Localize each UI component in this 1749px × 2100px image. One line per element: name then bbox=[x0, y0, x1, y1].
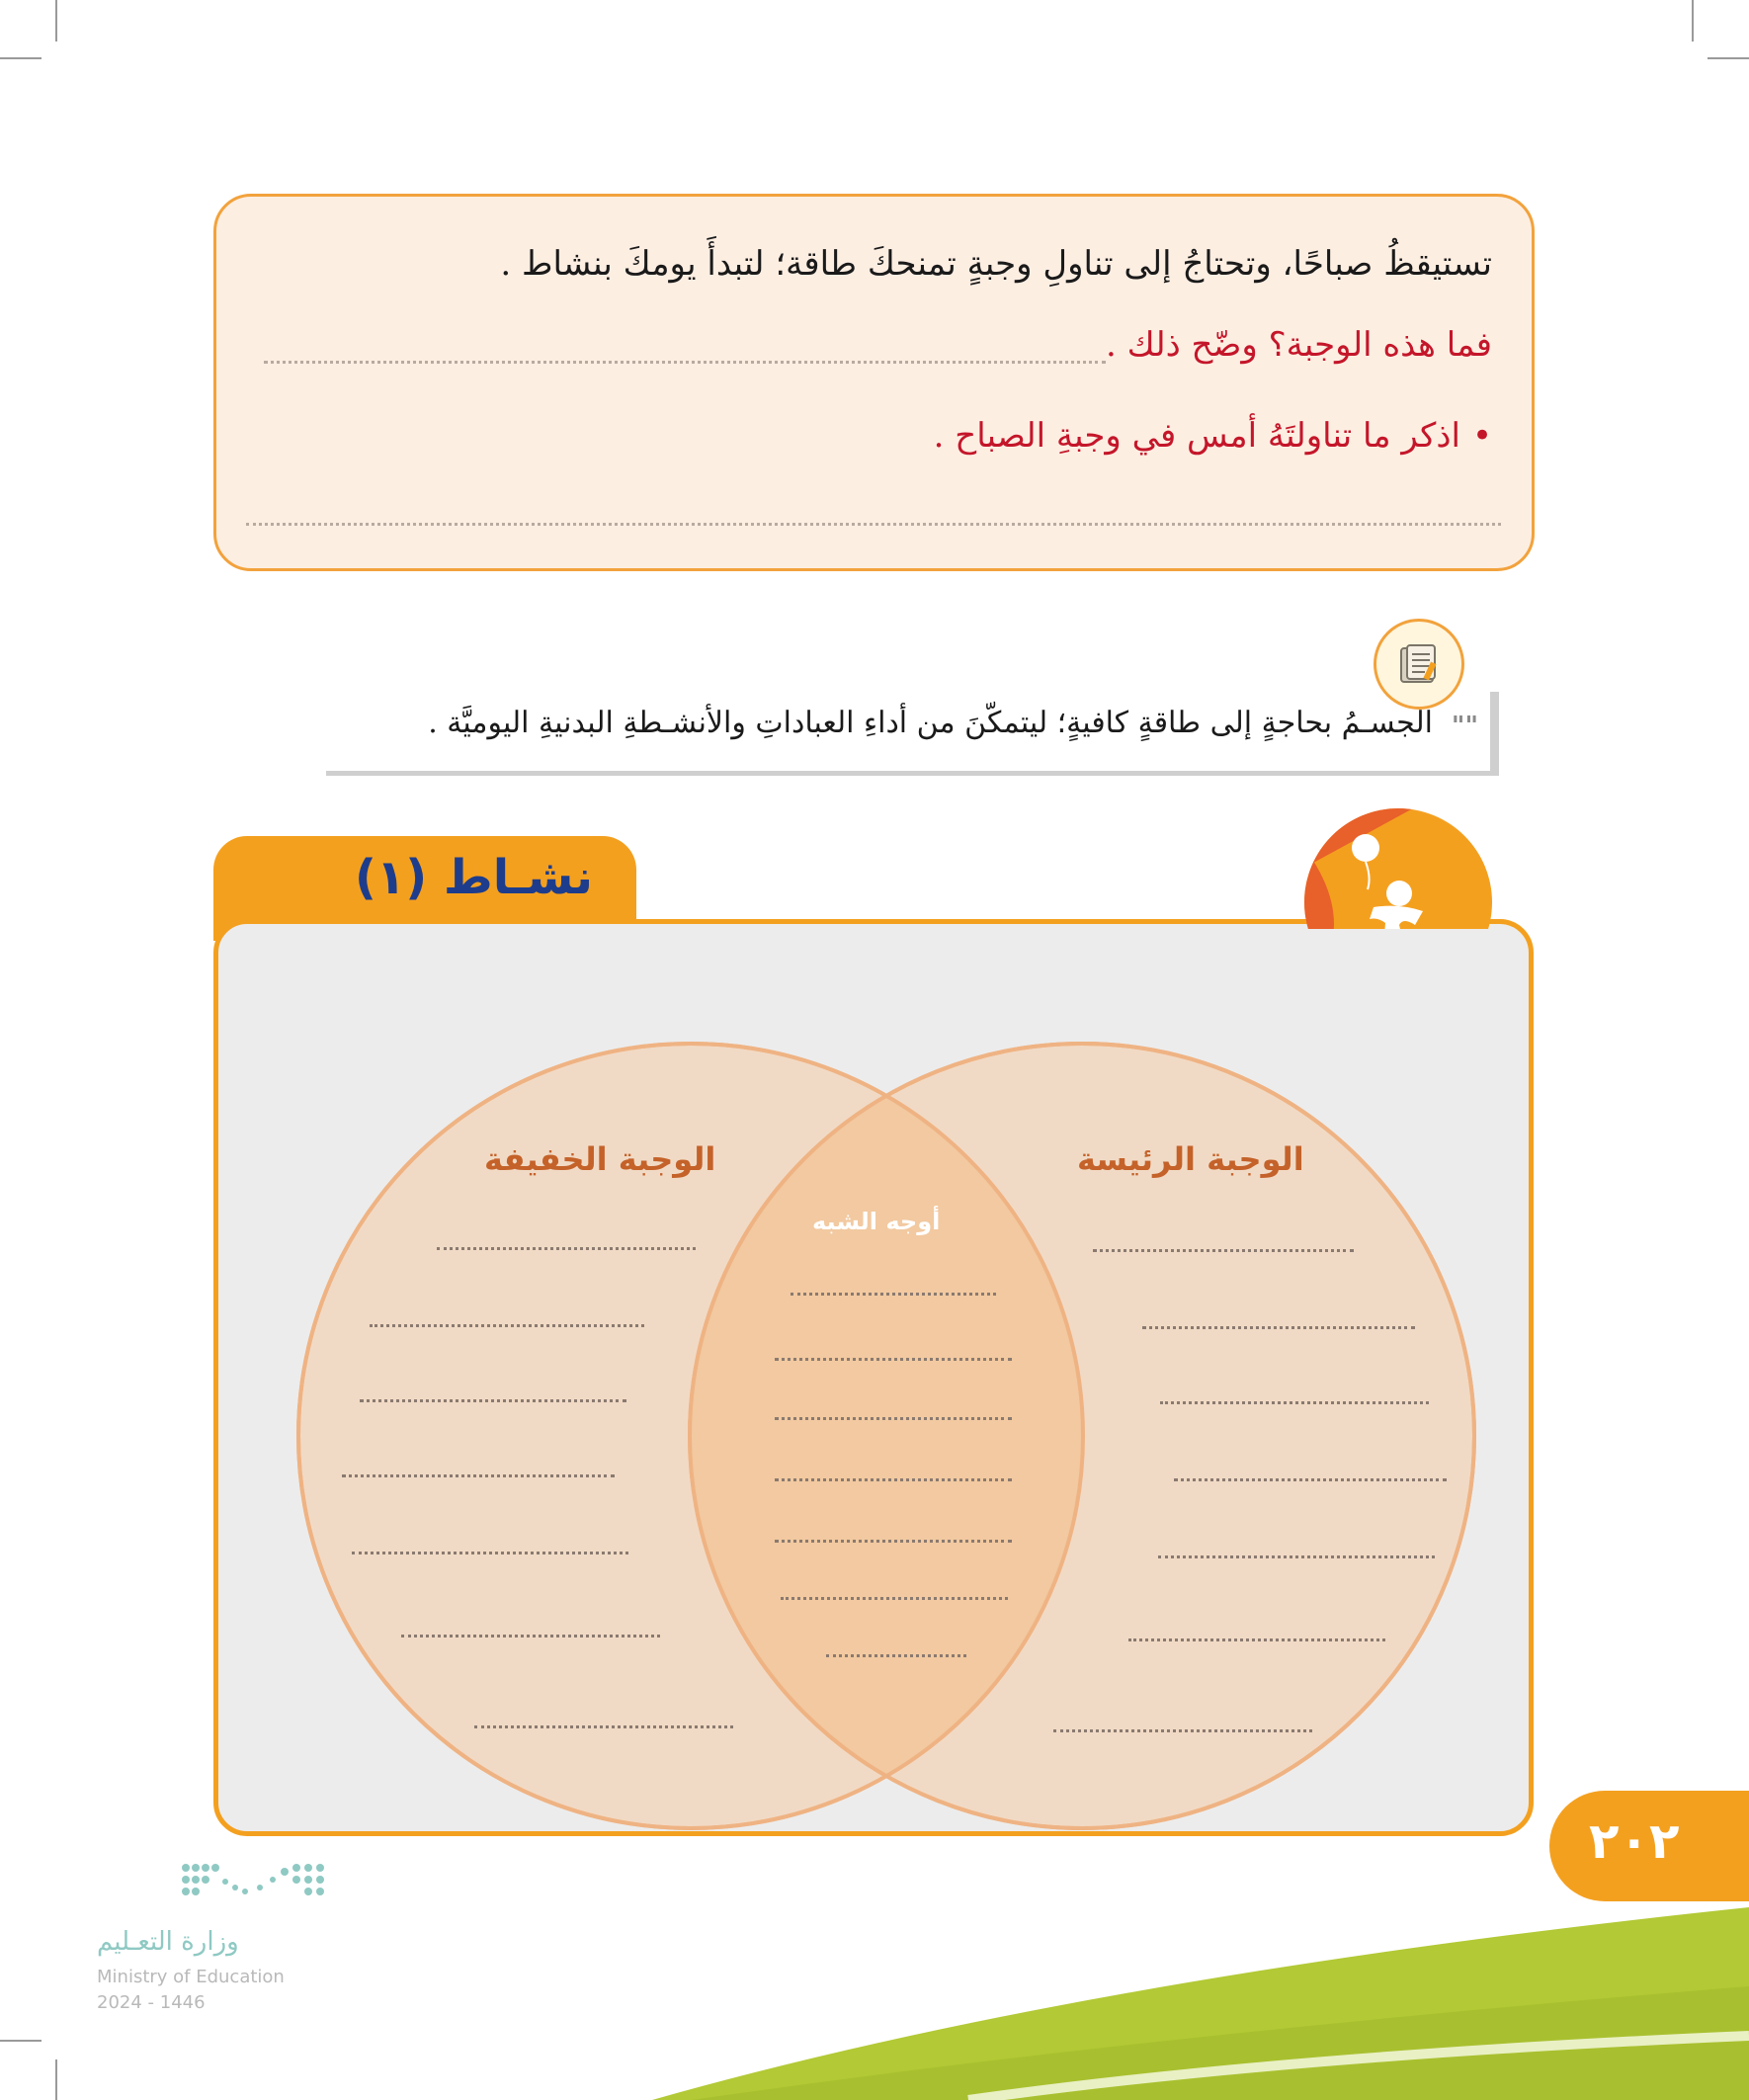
ministry-year: 2024 - 1446 bbox=[97, 1992, 206, 2013]
info-text: الجسـمُ بحاجةٍ إلى طاقةٍ كافيةٍ؛ ليتمكّنَ من أداءِ العباداتِ والأنشـطةِ البدنيةِ اليوميَّة . bbox=[428, 706, 1433, 740]
ministry-name-ar: وزارة التعـليم bbox=[97, 1927, 239, 1957]
ministry-name-en: Ministry of Education bbox=[97, 1967, 285, 1987]
bullet-icon: • bbox=[1471, 416, 1492, 456]
quote-icon: "" bbox=[1451, 712, 1478, 741]
page-number: ٢٠٢ bbox=[1589, 1812, 1680, 1870]
ministry-dots-icon bbox=[97, 1858, 354, 1917]
venn-left-label: الوجبة الخفيفة bbox=[484, 1140, 716, 1178]
intro-question: فما هذه الوجبة؟ وضّح ذلك . bbox=[1105, 325, 1492, 365]
intro-text: تستيقظُ صباحًا، وتحتاجُ إلى تناولِ وجبةٍ تمنحكَ طاقة؛ لتبدأَ يومكَ بنشاط . bbox=[500, 244, 1492, 284]
bullet-text: اذكر ما تناولتَهُ أمس في وجبةِ الصباح . bbox=[933, 416, 1460, 456]
activity-title: نشـاط (١) bbox=[354, 850, 593, 905]
ministry-logo bbox=[97, 1858, 354, 2016]
venn-center-label: أوجه الشبه bbox=[812, 1208, 941, 1235]
venn-right-label: الوجبة الرئيسة bbox=[1077, 1140, 1304, 1178]
